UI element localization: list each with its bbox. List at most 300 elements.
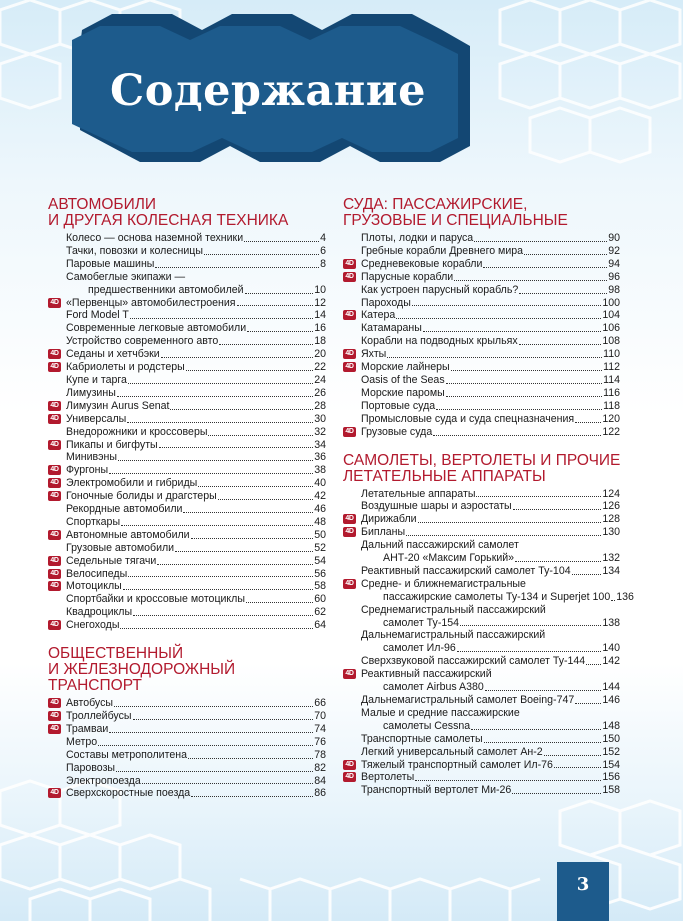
toc-entry[interactable] [343,500,620,513]
toc-entry-label: Колесо — основа наземной техники [66,232,244,244]
toc-entry[interactable] [343,413,620,426]
toc-entry-label: Транспортные самолеты [361,732,483,745]
dot-leader [572,574,602,575]
toc-entry[interactable] [48,426,326,439]
toc-entry-label: Портовые суда [361,399,436,412]
toc-entry-label: Грузовые автомобили [66,541,175,554]
toc-entry-page: 56 [314,567,326,580]
toc-entry-page: 120 [602,412,620,425]
toc-entry-label: Электропоезда [66,774,141,787]
toc-entry[interactable] [343,784,620,797]
toc-entry-page: 8 [320,257,326,270]
toc-entry-label: Грузовые суда [361,425,433,438]
toc-entry[interactable] [48,503,326,516]
toc-entry-label: Современные легковые автомобили [66,322,247,335]
4d-badge-icon: 4D [343,514,356,524]
dot-leader [519,344,602,345]
toc-entry-label: Фургоны [66,464,109,477]
dot-leader [128,576,313,577]
toc-entry[interactable] [343,361,620,374]
toc-entry[interactable] [343,271,620,284]
4d-badge-icon: 4D [48,349,61,359]
toc-entry[interactable] [48,413,326,426]
toc-entry-label: Паровозы [66,761,116,774]
toc-entry-label: Плоты, лодки и паруса [361,232,474,244]
dot-leader [483,267,607,268]
toc-entry-label: Спортбайки и кроссовые мотоциклы [66,593,245,606]
toc-entry-label: АНТ-20 «Максим Горький» [383,552,515,565]
dot-leader [387,357,602,358]
dot-leader [245,293,314,294]
toc-entry-label: пассажирские самолеты Ту-134 и Superjet 100 [383,590,611,603]
dot-leader [476,496,601,497]
toc-entry-page: 70 [314,710,326,722]
dot-leader [159,447,314,448]
toc-entry[interactable] [343,759,620,772]
dot-leader [423,331,601,332]
toc-entry[interactable] [343,771,620,784]
toc-entry[interactable] [343,297,620,310]
toc-entry-page: 84 [314,774,326,787]
toc-entry-label: Снегоходы [66,619,120,632]
toc-entry-label: Лимузин Aurus Senat [66,399,170,412]
toc-entry-page: 92 [608,244,620,257]
dot-leader [611,600,615,601]
section-title-line: ГРУЗОВЫЕ И СПЕЦИАЛЬНЫЕ [343,212,568,229]
toc-entry[interactable] [343,565,620,578]
toc-entry-label: Катамараны [361,322,422,335]
section-title [343,197,620,229]
toc-entry-page: 52 [314,541,326,554]
toc-entry-page: 144 [602,681,620,694]
toc-entry-label: Сверхзвуковой пассажирский самолет Ту-144 [361,655,586,668]
dot-leader [109,732,313,733]
dot-leader [175,551,313,552]
toc-entry-page: 104 [602,309,620,322]
toc-entry-label: Дальний пассажирский самолет [361,539,519,552]
toc-entry-page: 146 [602,694,620,706]
dot-leader [121,525,313,526]
toc-entry-page: 10 [314,283,326,296]
toc-entry[interactable] [48,736,326,749]
4d-badge-icon: 4D [343,772,356,782]
dot-leader [554,767,601,768]
4d-badge-icon: 4D [48,362,61,372]
toc-entry-label: Лимузины [66,386,116,399]
toc-entry-label: самолеты Cessna [383,719,471,732]
section-title-line: ОБЩЕСТВЕННЫЙ [48,645,184,663]
toc-entry[interactable] [48,762,326,775]
toc-entry-label: Мотоциклы [66,580,122,593]
dot-leader [513,509,602,510]
4d-badge-icon: 4D [48,440,61,450]
toc-entry-page: 98 [608,283,620,296]
dot-leader [575,703,601,704]
toc-entry-page: 26 [314,386,326,399]
toc-entry[interactable] [343,746,620,759]
toc-entry[interactable] [343,322,620,335]
dot-leader [120,628,313,629]
section-title-line: АВТОМОБИЛИ [48,196,157,213]
toc-entry-page: 150 [602,732,620,745]
toc-entry-page: 48 [314,515,326,528]
toc-entry-page: 114 [603,373,620,386]
toc-entry-label: Рекордные автомобили [66,503,183,516]
toc-entry-page: 154 [602,758,620,771]
4d-badge-icon: 4D [343,527,356,537]
toc-entry[interactable] [343,400,620,413]
toc-entry[interactable] [343,232,620,245]
toc-entry-page: 66 [314,697,326,710]
4d-badge-icon: 4D [48,401,61,411]
toc-entry-label: Малые и средние пассажирские [361,706,520,719]
toc-entry-page: 16 [314,322,326,335]
toc-entry-label: Морские лайнеры [361,361,450,374]
dot-leader [406,535,601,536]
section-title [48,646,326,694]
toc-entry-page: 140 [602,642,620,655]
toc-entry-page: 158 [602,784,620,797]
toc-entry-page: 20 [314,348,326,361]
toc-entry[interactable] [48,232,326,245]
toc-entry-label: Паровые машины [66,257,155,270]
dot-leader [133,615,313,616]
dot-leader [519,293,607,294]
toc-entry[interactable] [48,387,326,400]
toc-entry[interactable] [343,374,620,387]
toc-entry[interactable] [48,593,326,606]
toc-entry-page: 42 [314,490,326,503]
4d-badge-icon: 4D [48,478,61,488]
dot-leader [446,383,602,384]
toc-entry[interactable] [48,697,326,710]
dot-leader [512,793,601,794]
toc-entry[interactable] [48,710,326,723]
toc-entry[interactable] [343,655,620,668]
toc-entry-label: Троллейбусы [66,710,132,722]
dot-leader [451,370,602,371]
dot-leader [204,254,319,255]
dot-leader [128,383,313,384]
toc-entry[interactable] [48,297,326,310]
toc-entry-page: 24 [314,373,326,386]
4d-badge-icon: 4D [48,556,61,566]
4d-badge-icon: 4D [48,711,61,721]
toc-entry-label: Седаны и хетчбэки [66,348,160,361]
toc-entry-page: 122 [602,425,620,438]
toc-entry-page: 118 [603,399,620,412]
toc-entry-page: 106 [602,322,620,335]
toc-entry[interactable] [343,245,620,258]
toc-entry[interactable] [48,787,326,800]
toc-entry-label: самолет Airbus A380 [383,681,484,694]
toc-entry[interactable] [48,516,326,529]
toc-entry-page: 36 [314,451,326,464]
dot-leader [457,651,602,652]
toc-entry[interactable] [343,707,620,733]
toc-entry-label: «Первенцы» автомобилестроения [66,296,236,309]
toc-entry[interactable] [343,733,620,746]
toc-entry-label: Дирижабли [361,513,417,526]
dot-leader [474,241,607,242]
4d-badge-icon: 4D [343,310,356,320]
toc-entry-page: 100 [602,296,620,309]
toc-entry-page: 40 [314,477,326,490]
toc-entry-page: 128 [602,513,620,526]
dot-leader [127,422,313,423]
toc-entry[interactable] [48,619,326,632]
toc-entry-label: Пикапы и бигфуты [66,438,158,451]
toc-entry-page: 12 [314,296,326,309]
4d-badge-icon: 4D [48,620,61,630]
toc-entry[interactable] [48,606,326,619]
toc-entry-label: Корабли на подводных крыльях [361,335,518,348]
toc-entry-label: Спорткары [66,515,121,528]
toc-entry-label: Реактивный пассажирский самолет Ту-104 [361,564,571,577]
toc-entry[interactable] [48,529,326,542]
toc-entry-label: Купе и тарга [66,373,127,386]
dot-leader [219,344,313,345]
dot-leader [460,625,601,626]
toc-entry-label: Трамваи [66,722,109,735]
toc-entry[interactable] [48,309,326,322]
toc-entry-page: 38 [314,464,326,477]
dot-leader [218,499,314,500]
4d-badge-icon: 4D [48,788,61,798]
toc-entry-page: 148 [602,719,620,732]
section-title [343,453,620,485]
toc-entry-page: 22 [314,361,326,374]
4d-badge-icon: 4D [343,579,356,589]
toc-entry-label: Летательные аппараты [361,487,476,500]
toc-entry[interactable] [48,258,326,271]
4d-badge-icon: 4D [48,414,61,424]
4d-badge-icon: 4D [343,349,356,359]
toc-entry-label: Парусные корабли [361,270,454,283]
4d-badge-icon: 4D [343,259,356,269]
dot-leader [544,755,602,756]
section-title-line: САМОЛЕТЫ, ВЕРТОЛЕТЫ И ПРОЧИЕ [343,451,621,469]
toc-entry-label: Морские паромы [361,386,445,399]
dot-leader [116,771,313,772]
toc-entry-label: Тяжелый транспортный самолет Ил-76 [361,758,553,771]
4d-badge-icon: 4D [48,581,61,591]
toc-entry[interactable] [48,400,326,413]
toc-entry-page: 28 [314,399,326,412]
toc-entry-label: Гоночные болиды и драгстеры [66,490,217,503]
4d-badge-icon: 4D [343,362,356,372]
toc-entry-label: Ford Model T [66,309,129,322]
toc-entry[interactable] [343,604,620,630]
toc-entry-label: Средневековые корабли [361,257,483,270]
toc-entry-page: 82 [314,761,326,774]
toc-entry[interactable] [343,526,620,539]
toc-entry[interactable] [48,439,326,452]
dot-leader [575,422,601,423]
toc-entry[interactable] [343,577,634,604]
toc-entry-label: Бипланы [361,526,406,539]
dot-leader [198,486,313,487]
toc-entry-label: Яхты [361,348,387,361]
dot-leader [191,796,313,797]
toc-entry[interactable] [48,361,326,374]
4d-badge-icon: 4D [48,465,61,475]
4d-badge-icon: 4D [48,530,61,540]
dot-leader [130,318,313,319]
toc-entry-page: 134 [602,564,620,577]
toc-entry[interactable] [48,464,326,477]
toc-entry-page: 46 [314,503,326,516]
toc-entry-label: Как устроен парусный корабль? [361,283,519,296]
toc-entry[interactable] [343,284,620,297]
dot-leader [412,305,602,306]
toc-entry[interactable] [343,629,620,655]
toc-entry-label: Тачки, повозки и колесницы [66,244,203,257]
toc-entry-label: Легкий универсальный самолет Ан-2 [361,745,543,758]
toc-entry[interactable] [48,775,326,788]
toc-entry-page: 32 [314,425,326,438]
dot-leader [133,719,314,720]
toc-entry[interactable] [48,723,326,736]
toc-entry-label: Составы метрополитена [66,748,187,761]
4d-badge-icon: 4D [48,698,61,708]
toc-entry-label: Минивэны [66,451,118,464]
toc-entry[interactable] [343,258,620,271]
toc-entry-page: 30 [314,412,326,425]
toc-entry[interactable] [343,387,620,400]
toc-entry[interactable] [48,322,326,335]
toc-entry-page: 74 [314,722,326,735]
toc-entry[interactable] [343,335,620,348]
toc-entry-page: 124 [602,487,620,500]
toc-entry-page: 156 [602,771,620,784]
toc-entry[interactable] [48,348,326,361]
dot-leader [246,602,313,603]
page-title: Содержание [110,66,426,116]
toc-entry[interactable] [48,271,326,297]
toc-entry-page: 58 [314,580,326,593]
toc-entry-page: 138 [602,616,620,629]
toc-entry-label: Седельные тягачи [66,554,157,567]
toc-column-right [343,196,634,797]
dot-leader [515,561,601,562]
toc-entry-label: Дальнемагистральный самолет Boeing-747 [361,694,575,706]
toc-entry[interactable] [48,245,326,258]
toc-entry-label: Катера [361,309,396,322]
toc-entry[interactable] [48,490,326,503]
toc-entry-page: 4 [320,232,326,244]
dot-leader [188,758,313,759]
toc-entry-label: Oasis of the Seas [361,373,445,386]
toc-entry-label: Самобеглые экипажи — [66,270,186,283]
toc-entry[interactable] [343,668,620,694]
toc-entry-page: 142 [602,655,620,668]
dot-leader [454,280,607,281]
4d-badge-icon: 4D [48,491,61,501]
toc-entry[interactable] [343,694,620,707]
toc-entry[interactable] [48,749,326,762]
toc-entry-page: 6 [320,244,326,257]
dot-leader [244,241,319,242]
toc-entry[interactable] [48,568,326,581]
toc-entry-page: 90 [608,232,620,244]
toc-entry[interactable] [48,335,326,348]
toc-entry-page: 62 [314,606,326,619]
dot-leader [142,783,313,784]
page-number: 3 [557,862,609,921]
toc-entry[interactable] [343,309,620,322]
toc-entry[interactable] [343,488,620,501]
dot-leader [418,522,602,523]
toc-entry[interactable] [48,374,326,387]
toc-entry-label: Вертолеты [361,771,415,784]
toc-entry-label: Сверхскоростные поезда [66,787,191,800]
dot-leader [191,538,314,539]
dot-leader [109,473,313,474]
toc-entry-label: Гребные корабли Древнего мира [361,244,524,257]
4d-badge-icon: 4D [48,298,61,308]
dot-leader [161,357,314,358]
dot-leader [484,742,602,743]
toc-entry-page: 18 [314,335,326,348]
dot-leader [208,435,313,436]
toc-column-left [48,197,326,800]
toc-entry-label: Транспортный вертолет Ми-26 [361,784,512,797]
section-title-line: СУДА: ПАССАЖИРСКИЕ, [343,196,528,213]
toc-entry-page: 132 [602,552,620,565]
toc-entry-label: Автобусы [66,697,114,710]
toc-entry[interactable] [343,426,620,439]
toc-entry-page: 76 [314,735,326,748]
toc-entry[interactable] [48,451,326,464]
toc-entry-label: самолет Ил-96 [383,642,456,655]
toc-entry-page: 14 [314,309,326,322]
toc-entry[interactable] [48,580,326,593]
toc-entry-label: Среднемагистральный пассажирский [361,603,546,616]
dot-leader [485,690,602,691]
toc-entry[interactable] [48,555,326,568]
4d-badge-icon: 4D [48,724,61,734]
toc-entry-page: 50 [314,528,326,541]
dot-leader [237,305,314,306]
toc-entry-label: Устройство современного авто [66,335,219,348]
toc-entry-page: 94 [608,257,620,270]
toc-entry[interactable] [48,542,326,555]
toc-entry-label: Средне- и ближнемагистральные [361,577,526,590]
toc-entry-label: Универсалы [66,412,127,425]
toc-entry[interactable] [343,348,620,361]
toc-entry[interactable] [343,513,620,526]
toc-entry-page: 64 [314,619,326,632]
toc-entry[interactable] [48,477,326,490]
dot-leader [114,706,313,707]
toc-entry-label: самолет Ту-154 [383,616,460,629]
dot-leader [586,664,601,665]
toc-entry-label: предшественники автомобилей [88,283,244,296]
toc-entry-label: Кабриолеты и родстеры [66,361,185,374]
toc-entry-page: 152 [602,745,620,758]
4d-badge-icon: 4D [343,272,356,282]
toc-entry[interactable] [343,539,620,565]
dot-leader [186,370,313,371]
dot-leader [471,729,601,730]
toc-entry-label: Промысловые суда и суда спецназначения [361,412,575,425]
dot-leader [157,564,313,565]
toc-entry-label: Электромобили и гибриды [66,477,198,490]
section-title-line: ТРАНСПОРТ [48,677,142,695]
dot-leader [123,589,313,590]
toc-entry-page: 112 [603,361,620,374]
